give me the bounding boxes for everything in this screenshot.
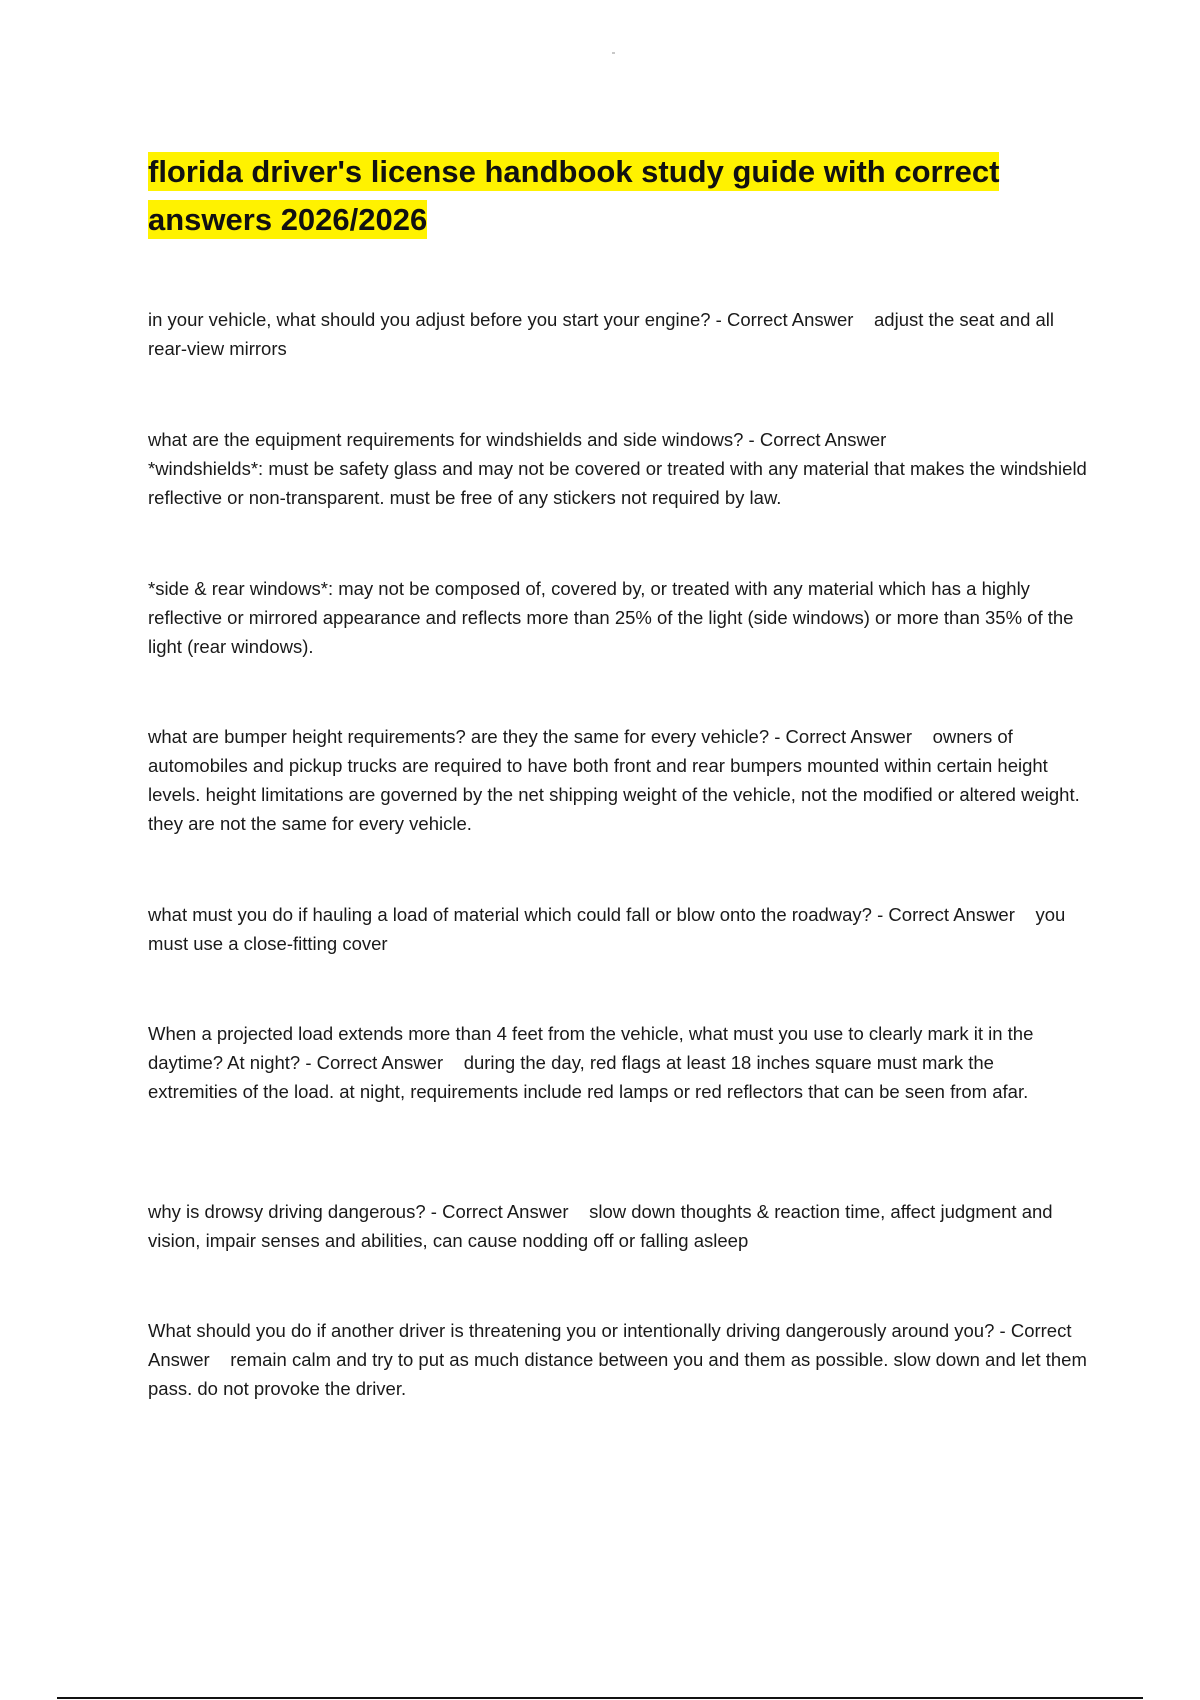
answer-label: Correct Answer — [785, 726, 913, 747]
answer-text: remain calm and try to put as much distance between you and them as possible. slow down and let them pass. do not provoke the driver. — [148, 1349, 1093, 1399]
qa-entry-2 — [148, 425, 1092, 512]
answer-text: owners of automobiles and pickup trucks are required to have both front and rear bumpers mounted within certain height levels. height limitations are governed by the net shipping weight of the vehicle, not the modified or altered weight. they are not the same for every vehicle. — [148, 726, 1085, 834]
answer-label: Correct Answer — [888, 904, 1015, 925]
answer-text: *windshields*: must be safety glass and may not be covered or treated with any material that makes the windshield reflective or non-transparent. must be free of any stickers not required by law. — [148, 458, 1092, 508]
answer-text: you must use a close-fitting cover — [148, 904, 1071, 954]
answer-text: during the day, red flags at least 18 inches square must mark the extremities of the load. at night, requirements include red lamps or red reflectors that can be seen from afar. — [148, 1052, 1029, 1102]
qa-entry-continuation — [148, 574, 1088, 661]
answer-text: slow down thoughts & reaction time, affect judgment and vision, impair senses and abilities, can cause nodding off or falling asleep — [148, 1201, 1058, 1251]
qa-entry-7 — [148, 1316, 1093, 1403]
question-text: What should you do if another driver is threatening you or intentionally driving dangerously around you? - — [148, 1320, 1011, 1341]
question-text: in your vehicle, what should you adjust before you start your engine? - — [148, 309, 727, 330]
answer-label: Correct Answer — [726, 309, 854, 330]
answer-text: *side & rear windows*: may not be composed of, covered by, or treated with any material which has a highly reflective or mirrored appearance and reflects more than 25% of the light (side windows) or more than 35% of the light (rear windows). — [148, 578, 1079, 657]
answer-label: Correct Answer — [442, 1201, 569, 1222]
qa-entry-1 — [148, 305, 1088, 363]
answer-label: Correct Answer — [148, 1320, 1076, 1370]
qa-entry-6 — [148, 1197, 1088, 1255]
answer-label: Correct Answer — [316, 1052, 444, 1073]
qa-entry-3 — [148, 722, 1088, 838]
question-text: why is drowsy driving dangerous? - — [148, 1201, 443, 1222]
qa-entry-5 — [148, 1019, 1088, 1106]
question-text: When a projected load extends more than 4 feet from the vehicle, what must you use to clearly mark it in the daytime? At night? - — [148, 1023, 1039, 1073]
answer-label: Correct Answer — [759, 429, 887, 450]
qa-entry-4 — [148, 900, 1088, 958]
title-highlight: florida driver's license handbook study guide with correct answers 2026/2026 — [148, 154, 1000, 237]
footer-divider — [57, 1697, 1143, 1699]
question-text: what are bumper height requirements? are they the same for every vehicle? - — [148, 726, 786, 747]
question-text: what must you do if hauling a load of material which could fall or blow onto the roadway? - — [148, 904, 889, 925]
document-title — [148, 148, 1048, 244]
answer-text: adjust the seat and all rear-view mirrors — [148, 309, 1060, 359]
scan-mark — [612, 52, 615, 54]
question-text: what are the equipment requirements for windshields and side windows? - — [148, 429, 760, 450]
